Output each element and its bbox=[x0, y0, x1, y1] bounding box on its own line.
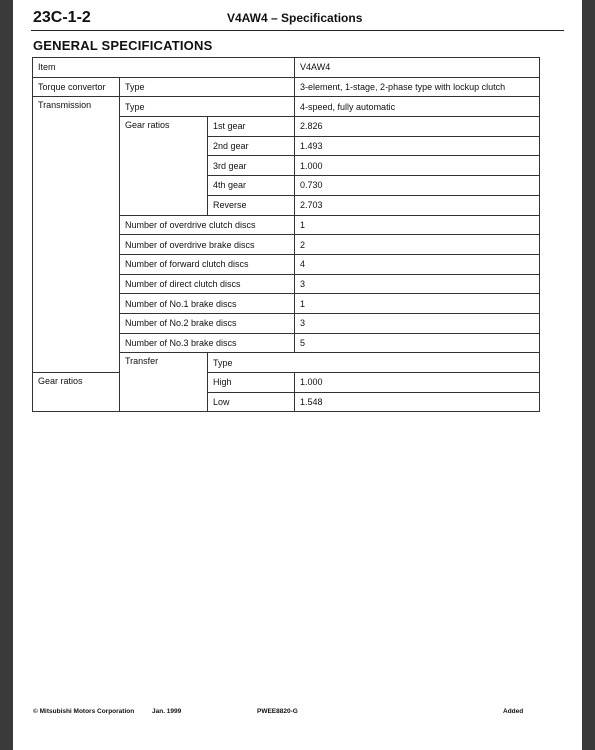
footer-copyright: © Mitsubishi Motors Corporation bbox=[33, 708, 135, 715]
header-divider bbox=[31, 30, 564, 31]
gear-value: 1.548 bbox=[295, 392, 540, 412]
disc-count-label: Number of overdrive brake discs bbox=[120, 235, 295, 255]
torque-type-label: Type bbox=[120, 77, 295, 97]
disc-count-label: Number of No.2 brake discs bbox=[120, 313, 295, 333]
footer-doc-code: PWEE8820-G bbox=[257, 708, 298, 715]
disc-count-label: Number of No.1 brake discs bbox=[120, 294, 295, 314]
table-header-row bbox=[33, 58, 540, 78]
section-title: GENERAL SPECIFICATIONS bbox=[33, 38, 213, 53]
gear-name: 1st gear bbox=[208, 117, 295, 137]
page-code: 23C-1-2 bbox=[33, 9, 91, 26]
disc-count-label: Number of No.3 brake discs bbox=[120, 333, 295, 353]
gear-name: 2nd gear bbox=[208, 136, 295, 156]
page-title: V4AW4 – Specifications bbox=[227, 11, 363, 25]
gear-ratios-label: Gear ratios bbox=[120, 117, 208, 215]
header-item-cell: Item bbox=[33, 58, 295, 78]
gear-name: High bbox=[208, 373, 295, 393]
footer-status: Added bbox=[503, 708, 524, 715]
disc-count-label: Number of forward clutch discs bbox=[120, 254, 295, 274]
transmission-label: Transmission bbox=[33, 97, 120, 373]
disc-count-value: 2 bbox=[295, 235, 540, 255]
header-value-cell: V4AW4 bbox=[295, 58, 540, 78]
gear-value: 1.000 bbox=[295, 156, 540, 176]
disc-count-value: 1 bbox=[295, 294, 540, 314]
torque-type-value: 3-element, 1-stage, 2-phase type with lockup clutch bbox=[295, 77, 540, 97]
disc-count-value: 5 bbox=[295, 333, 540, 353]
transfer-type-label: Type bbox=[208, 353, 540, 373]
gear-value: 0.730 bbox=[295, 176, 540, 196]
disc-count-value: 4 bbox=[295, 254, 540, 274]
disc-count-value: 3 bbox=[295, 313, 540, 333]
specifications-table bbox=[32, 57, 540, 412]
table-row bbox=[33, 97, 540, 117]
gear-name: 4th gear bbox=[208, 176, 295, 196]
gear-value: 1.000 bbox=[295, 373, 540, 393]
transfer-label: Transfer bbox=[120, 353, 208, 412]
transmission-type-label: Type bbox=[120, 97, 295, 117]
document-page bbox=[13, 0, 582, 750]
torque-convertor-label: Torque convertor bbox=[33, 77, 120, 97]
table-row bbox=[33, 77, 540, 97]
disc-count-value: 1 bbox=[295, 215, 540, 235]
footer-date: Jan. 1999 bbox=[152, 708, 182, 715]
gear-name: Low bbox=[208, 392, 295, 412]
disc-count-value: 3 bbox=[295, 274, 540, 294]
gear-value: 2.703 bbox=[295, 195, 540, 215]
gear-name: Reverse bbox=[208, 195, 295, 215]
transfer-gear-ratios-label: Gear ratios bbox=[33, 373, 120, 412]
transmission-type-value: 4-speed, fully automatic bbox=[295, 97, 540, 117]
gear-value: 2.826 bbox=[295, 117, 540, 137]
table-row bbox=[33, 373, 540, 393]
gear-value: 1.493 bbox=[295, 136, 540, 156]
gear-name: 3rd gear bbox=[208, 156, 295, 176]
disc-count-label: Number of overdrive clutch discs bbox=[120, 215, 295, 235]
disc-count-label: Number of direct clutch discs bbox=[120, 274, 295, 294]
